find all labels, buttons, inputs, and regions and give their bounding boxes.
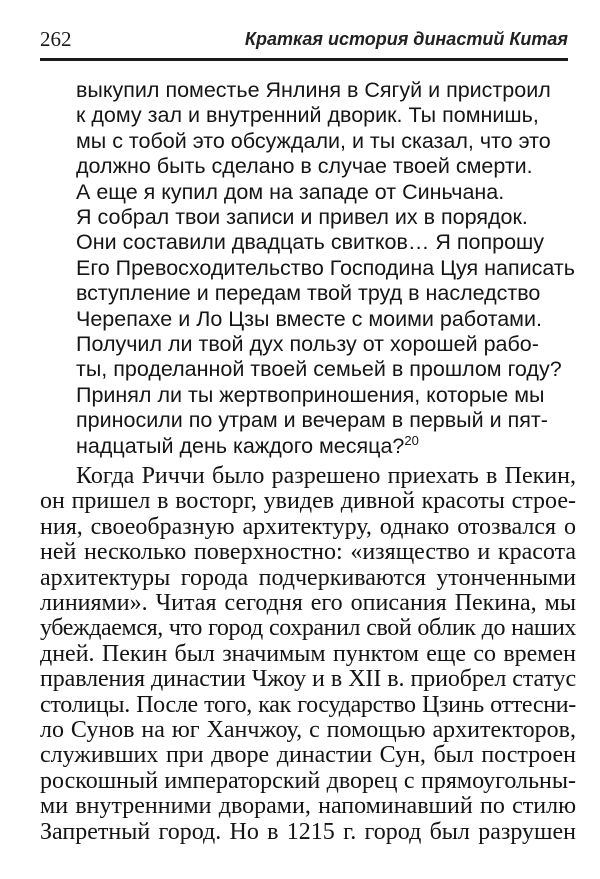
paragraph-line: ния, своеобразную архитектуру, однако отозвался о	[40, 513, 576, 540]
poem-line: должно быть сделано в случае твоей смерти.	[76, 154, 533, 179]
poem-line-text: надцатый день каждого месяца?	[76, 433, 405, 458]
paragraph-line: линиями». Читая сегодня его описания Пекина, мы	[40, 590, 576, 617]
paragraph-line: он пришел в восторг, увидев дивной красоты строе-	[40, 488, 576, 515]
poem-line: приносили по утрам и вечерам в первый и пят-	[76, 408, 548, 433]
poem-last-line	[76, 434, 576, 459]
poem-line: Черепахе и Ло Цзы вместе с моими работами.	[76, 306, 542, 331]
body-paragraph	[40, 464, 576, 845]
poem-line: к дому зал и внутренний дворик. Ты помнишь,	[76, 103, 539, 128]
poem-line: Принял ли ты жертвоприношения, которые мы	[76, 382, 545, 407]
poem-block	[76, 78, 576, 459]
paragraph-line: служивших при дворе династии Сун, был построен	[40, 742, 576, 769]
page-number: 262	[40, 27, 72, 51]
paragraph-line: дней. Пекин был значимым пунктом еще со времен	[40, 640, 576, 667]
poem-line: Я собрал твои записи и привел их в порядок.	[76, 205, 528, 230]
paragraph-line: правления династии Чжоу и в XII в. приобрел статус	[40, 666, 576, 693]
poem-line: вступление и передам твой труд в наследство	[76, 281, 541, 306]
paragraph-line: ней несколько поверхностно: «изящество и красота	[40, 539, 576, 566]
paragraph-line: архитектуры города подчеркиваются утонченными	[40, 564, 576, 591]
poem-line: выкупил поместье Янлиня в Сягуй и пристроил	[76, 78, 551, 102]
poem-line: Его Превосходительство Господина Цуя написать	[76, 255, 575, 280]
paragraph-line: столицы. После того, как государство Цзинь оттесни-	[40, 691, 576, 718]
poem-line: мы с тобой это обсуждали, и ты сказал, что это	[76, 128, 551, 153]
page-header	[40, 26, 568, 56]
paragraph-line: ми внутренними дворами, напоминавший по стилю	[40, 793, 576, 820]
paragraph-line: ло Сунов на юг Ханчжоу, с помощью архитекторов,	[40, 717, 576, 744]
poem-line: А еще я купил дом на западе от Синьчана.	[76, 179, 505, 204]
paragraph-line: роскошный императорский дворец с прямоугольны-	[40, 767, 576, 794]
paragraph-line: Запретный город. Но в 1215 г. город был разрушен	[40, 818, 576, 845]
footnote-reference[interactable]: 20	[404, 432, 419, 448]
paragraph-line: убеждаемся, что город сохранил свой облик до наших	[40, 615, 576, 642]
poem-line: ты, проделанной твоей семьей в прошлом году?	[76, 357, 562, 382]
header-rule	[40, 58, 568, 61]
poem-line: Они составили двадцать свитков… Я попрошу	[76, 230, 545, 255]
poem-line: Получил ли твой дух пользу от хорошей рабо-	[76, 332, 539, 357]
paragraph-line: Когда Риччи было разрешено приехать в Пекин,	[76, 463, 576, 489]
running-title: Краткая история династий Китая	[244, 29, 568, 49]
